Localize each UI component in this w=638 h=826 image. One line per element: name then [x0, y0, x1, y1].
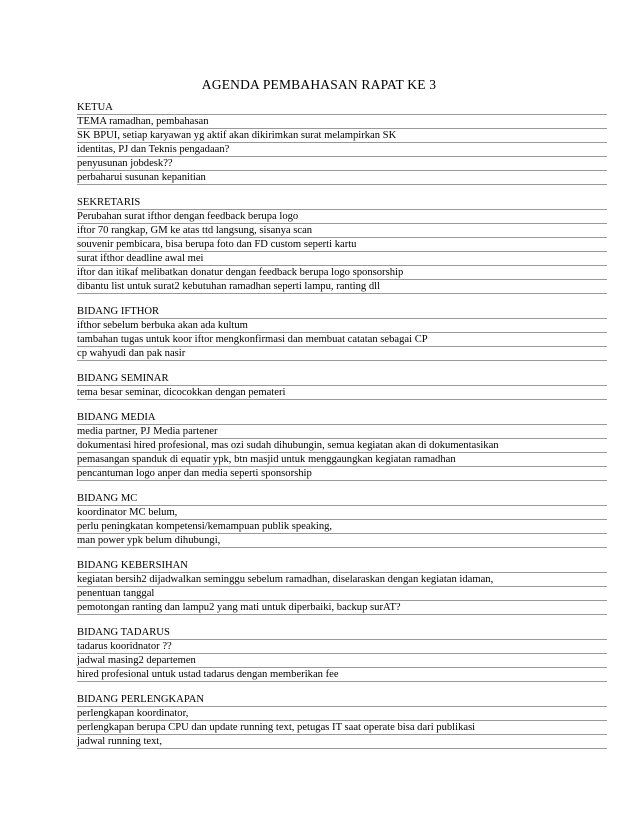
agenda-line: iftor 70 rangkap, GM ke atas ttd langsung, sisanya scan	[77, 224, 607, 238]
section-bidang-media	[77, 411, 607, 481]
section-heading: BIDANG MEDIA	[77, 411, 607, 425]
agenda-line: perlengkapan koordinator,	[77, 707, 607, 721]
section-ketua	[77, 101, 607, 185]
section-bidang-kebersihan	[77, 559, 607, 615]
agenda-line: pemotongan ranting dan lampu2 yang mati untuk diperbaiki, backup surAT?	[77, 601, 607, 615]
agenda-line: perbaharui susunan kepanitian	[77, 171, 607, 185]
agenda-line: TEMA ramadhan, pembahasan	[77, 115, 607, 129]
agenda-line: tadarus kooridnator ??	[77, 640, 607, 654]
agenda-line: penentuan tanggal	[77, 587, 607, 601]
agenda-line: pemasangan spanduk di equatir ypk, btn masjid untuk menggaungkan kegiatan ramadhan	[77, 453, 607, 467]
agenda-line: dibantu list untuk surat2 kebutuhan ramadhan seperti lampu, ranting dll	[77, 280, 607, 294]
section-heading: BIDANG PERLENGKAPAN	[77, 693, 607, 707]
agenda-line: man power ypk belum dihubungi,	[77, 534, 607, 548]
section-bidang-perlengkapan	[77, 693, 607, 749]
section-heading: KETUA	[77, 101, 607, 115]
section-heading: SEKRETARIS	[77, 196, 607, 210]
section-bidang-ifthor	[77, 305, 607, 361]
agenda-line: penyusunan jobdesk??	[77, 157, 607, 171]
agenda-line: perlu peningkatan kompetensi/kemampuan publik speaking,	[77, 520, 607, 534]
section-heading: BIDANG SEMINAR	[77, 372, 607, 386]
agenda-line: dokumentasi hired profesional, mas ozi sudah dihubungin, semua kegiatan akan di dokumentasikan	[77, 439, 607, 453]
agenda-line: perlengkapan berupa CPU dan update running text, petugas IT saat operate bisa dari publikasi	[77, 721, 607, 735]
agenda-content	[77, 101, 607, 760]
agenda-line: hired profesional untuk ustad tadarus dengan memberikan fee	[77, 668, 607, 682]
agenda-line: media partner, PJ Media partener	[77, 425, 607, 439]
section-heading: BIDANG MC	[77, 492, 607, 506]
agenda-line: surat ifthor deadline awal mei	[77, 252, 607, 266]
agenda-line: tema besar seminar, dicocokkan dengan pemateri	[77, 386, 607, 400]
section-bidang-seminar	[77, 372, 607, 400]
agenda-line: SK BPUI, setiap karyawan yg aktif akan dikirimkan surat melampirkan SK	[77, 129, 607, 143]
agenda-line: identitas, PJ dan Teknis pengadaan?	[77, 143, 607, 157]
section-heading: BIDANG KEBERSIHAN	[77, 559, 607, 573]
section-bidang-mc	[77, 492, 607, 548]
agenda-line: koordinator MC belum,	[77, 506, 607, 520]
agenda-line: kegiatan bersih2 dijadwalkan seminggu sebelum ramadhan, diselaraskan dengan kegiatan idaman,	[77, 573, 607, 587]
agenda-line: ifthor sebelum berbuka akan ada kultum	[77, 319, 607, 333]
agenda-line: iftor dan itikaf melibatkan donatur dengan feedback berupa logo sponsorship	[77, 266, 607, 280]
agenda-line: Perubahan surat ifthor dengan feedback berupa logo	[77, 210, 607, 224]
document-title: AGENDA PEMBAHASAN RAPAT KE 3	[201, 77, 437, 92]
agenda-line: cp wahyudi dan pak nasir	[77, 347, 607, 361]
agenda-line: tambahan tugas untuk koor iftor mengkonfirmasi dan membuat catatan sebagai CP	[77, 333, 607, 347]
agenda-line: jadwal masing2 departemen	[77, 654, 607, 668]
section-sekretaris	[77, 196, 607, 294]
agenda-line: pencantuman logo anper dan media seperti sponsorship	[77, 467, 607, 481]
agenda-line: jadwal running text,	[77, 735, 607, 749]
agenda-line: souvenir pembicara, bisa berupa foto dan FD custom seperti kartu	[77, 238, 607, 252]
section-bidang-tadarus	[77, 626, 607, 682]
section-heading: BIDANG TADARUS	[77, 626, 607, 640]
section-heading: BIDANG IFTHOR	[77, 305, 607, 319]
